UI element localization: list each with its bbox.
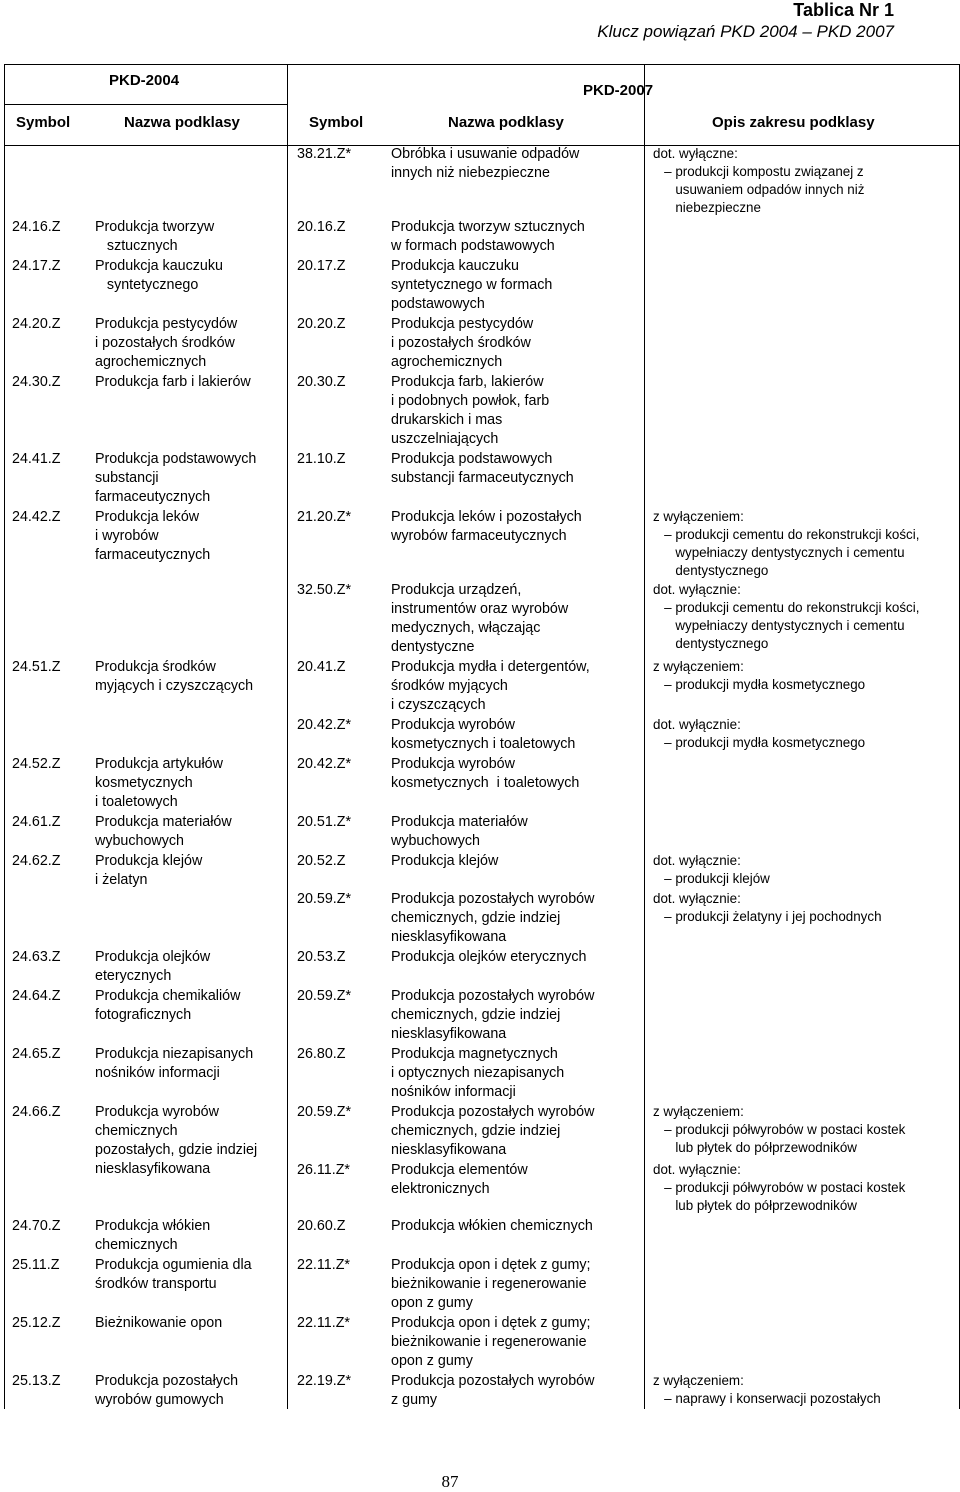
new-symbol: 22.19.Z*: [297, 1373, 352, 1389]
new-symbol: 21.20.Z*: [297, 509, 352, 525]
new-symbol: 20.52.Z: [297, 853, 346, 869]
old-symbol: 24.51.Z: [12, 659, 61, 675]
new-name: Produkcja podstawowych substancji farmaceutycznych: [391, 451, 574, 486]
new-name: Produkcja olejków eterycznych: [391, 949, 587, 965]
old-name: Produkcja wyrobów chemicznych pozostałych, gdzie indziej niesklasyfikowana: [95, 1104, 258, 1177]
group-header-2007: PKD-2007: [583, 82, 654, 99]
new-symbol: 21.10.Z: [297, 451, 346, 467]
new-symbol: 32.50.Z*: [297, 582, 352, 598]
col-header-symbol-2004: Symbol: [16, 114, 71, 131]
scope-description: z wyłączeniem: – produkcji mydła kosmetycznego: [653, 659, 866, 692]
new-name: Produkcja pozostałych wyrobów z gumy: [391, 1373, 595, 1408]
old-name: Produkcja niezapisanych nośników informacji: [95, 1046, 254, 1081]
scope-description: dot. wyłącznie: – produkcji klejów: [653, 853, 770, 886]
old-symbol: 24.42.Z: [12, 509, 61, 525]
new-symbol: 20.42.Z*: [297, 756, 352, 772]
old-name: Produkcja leków i wyrobów farmaceutycznych: [95, 509, 211, 563]
new-name: Obróbka i usuwanie odpadów innych niż niebezpieczne: [391, 146, 580, 181]
new-symbol: 20.16.Z: [297, 219, 346, 235]
new-name: Produkcja materiałów wybuchowych: [391, 814, 528, 849]
divider-2004-2007: [287, 65, 288, 1409]
new-name: Produkcja pestycydów i pozostałych środków agrochemicznych: [391, 316, 534, 370]
page-number: 87: [441, 1472, 459, 1491]
old-name: Produkcja klejów i żelatyn: [95, 853, 203, 888]
old-name: Bieżnikowanie opon: [95, 1315, 223, 1331]
old-symbol: 24.52.Z: [12, 756, 61, 772]
old-name: Produkcja farb i lakierów: [95, 374, 251, 390]
old-name: Produkcja materiałów wybuchowych: [95, 814, 232, 849]
new-symbol: 20.53.Z: [297, 949, 346, 965]
new-name: Produkcja tworzyw sztucznych w formach podstawowych: [391, 219, 585, 254]
old-name: Produkcja ogumienia dla środków transportu: [95, 1257, 252, 1292]
col-header-name-2004: Nazwa podklasy: [124, 114, 240, 131]
old-name: Produkcja chemikaliów fotograficznych: [95, 988, 241, 1023]
old-name: Produkcja olejków eterycznych: [95, 949, 211, 984]
col-header-name-2007: Nazwa podklasy: [448, 114, 564, 131]
scope-description: dot. wyłącznie: – produkcji półwyrobów w postaci kostek lub płytek do półprzewodników: [653, 1162, 906, 1213]
new-name: Produkcja pozostałych wyrobów chemicznych, gdzie indziej niesklasyfikowana: [391, 1104, 595, 1158]
scope-description: dot. wyłączne: – produkcji kompostu związanej z usuwaniem odpadów innych niż niebezpieczne: [653, 146, 865, 215]
old-symbol: 24.64.Z: [12, 988, 61, 1004]
old-name: Produkcja pestycydów i pozostałych środków agrochemicznych: [95, 316, 238, 370]
new-symbol: 20.59.Z*: [297, 988, 352, 1004]
scope-description: dot. wyłącznie: – produkcji mydła kosmetycznego: [653, 717, 866, 750]
new-name: Produkcja urządzeń, instrumentów oraz wyrobów medycznych, włączając dentystyczne: [391, 582, 569, 655]
new-symbol: 38.21.Z*: [297, 146, 352, 162]
new-symbol: 20.60.Z: [297, 1218, 346, 1234]
old-symbol: 24.70.Z: [12, 1218, 61, 1234]
new-symbol: 22.11.Z*: [297, 1315, 350, 1331]
new-name: Produkcja pozostałych wyrobów chemicznych, gdzie indziej niesklasyfikowana: [391, 891, 595, 945]
new-name: Produkcja opon i dętek z gumy; bieżnikowanie i regenerowanie opon z gumy: [391, 1315, 591, 1369]
scope-description: z wyłączeniem: – produkcji cementu do rekonstrukcji kości, wypełniaczy dentystycznych i cementu dentystycznego: [653, 509, 920, 578]
old-symbol: 24.20.Z: [12, 316, 61, 332]
new-symbol: 20.59.Z*: [297, 891, 352, 907]
old-symbol: 25.13.Z: [12, 1373, 61, 1389]
old-name: Produkcja włókien chemicznych: [95, 1218, 211, 1253]
new-symbol: 20.30.Z: [297, 374, 346, 390]
old-name: Produkcja pozostałych wyrobów gumowych: [95, 1373, 239, 1408]
new-symbol: 20.41.Z: [297, 659, 346, 675]
new-symbol: 26.80.Z: [297, 1046, 346, 1062]
new-name: Produkcja wyrobów kosmetycznych i toaletowych: [391, 717, 576, 752]
new-name: Produkcja pozostałych wyrobów chemicznych, gdzie indziej niesklasyfikowana: [391, 988, 595, 1042]
new-name: Produkcja mydła i detergentów, środków myjących i czyszczących: [391, 659, 590, 713]
new-name: Produkcja kauczuku syntetycznego w formach podstawowych: [391, 258, 553, 312]
old-symbol: 24.63.Z: [12, 949, 61, 965]
old-symbol: 24.30.Z: [12, 374, 61, 390]
new-name: Produkcja farb, lakierów i podobnych powłok, farb drukarskich i mas uszczelniających: [391, 374, 550, 447]
new-symbol: 20.59.Z*: [297, 1104, 352, 1120]
scope-description: z wyłączeniem: – produkcji półwyrobów w postaci kostek lub płytek do półprzewodników: [653, 1104, 906, 1155]
document-subtitle: Klucz powiązań PKD 2004 – PKD 2007: [597, 22, 894, 41]
new-name: Produkcja magnetycznych i optycznych niezapisanych nośników informacji: [391, 1046, 565, 1100]
old-symbol: 24.65.Z: [12, 1046, 61, 1062]
new-symbol: 26.11.Z*: [297, 1162, 350, 1178]
old-name: Produkcja podstawowych substancji farmaceutycznych: [95, 451, 257, 505]
divider-opis: [644, 65, 645, 1409]
new-symbol: 20.17.Z: [297, 258, 346, 274]
old-symbol: 24.41.Z: [12, 451, 61, 467]
new-name: Produkcja klejów: [391, 853, 499, 869]
scope-description: dot. wyłącznie: – produkcji żelatyny i jej pochodnych: [653, 891, 882, 924]
old-name: Produkcja tworzyw sztucznych: [95, 219, 215, 254]
old-name: Produkcja środków myjących i czyszczących: [95, 659, 254, 694]
document-title: Tablica Nr 1: [793, 0, 894, 20]
col-header-symbol-2007: Symbol: [309, 114, 364, 131]
old-name: Produkcja artykułów kosmetycznych i toaletowych: [95, 756, 223, 810]
new-name: Produkcja leków i pozostałych wyrobów farmaceutycznych: [391, 509, 582, 544]
scope-description: dot. wyłącznie: – produkcji cementu do rekonstrukcji kości, wypełniaczy dentystycznych i cementu dentystycznego: [653, 582, 920, 651]
new-symbol: 20.42.Z*: [297, 717, 352, 733]
old-symbol: 24.66.Z: [12, 1104, 61, 1120]
new-name: Produkcja elementów elektronicznych: [391, 1162, 528, 1197]
old-symbol: 25.12.Z: [12, 1315, 61, 1331]
old-symbol: 25.11.Z: [12, 1257, 60, 1273]
new-name: Produkcja opon i dętek z gumy; bieżnikowanie i regenerowanie opon z gumy: [391, 1257, 591, 1311]
new-symbol: 22.11.Z*: [297, 1257, 350, 1273]
new-symbol: 20.20.Z: [297, 316, 346, 332]
old-symbol: 24.61.Z: [12, 814, 61, 830]
old-name: Produkcja kauczuku syntetycznego: [95, 258, 223, 293]
old-symbol: 24.62.Z: [12, 853, 61, 869]
group-header-2004: PKD-2004: [109, 72, 180, 89]
col-header-opis: Opis zakresu podklasy: [712, 114, 875, 131]
old-symbol: 24.16.Z: [12, 219, 61, 235]
new-symbol: 20.51.Z*: [297, 814, 352, 830]
rule-group-2004: [5, 104, 287, 105]
old-symbol: 24.17.Z: [12, 258, 61, 274]
new-name: Produkcja wyrobów kosmetycznych i toaletowych: [391, 756, 580, 791]
scope-description: z wyłączeniem: – naprawy i konserwacji pozostałych: [653, 1373, 881, 1406]
new-name: Produkcja włókien chemicznych: [391, 1218, 593, 1234]
